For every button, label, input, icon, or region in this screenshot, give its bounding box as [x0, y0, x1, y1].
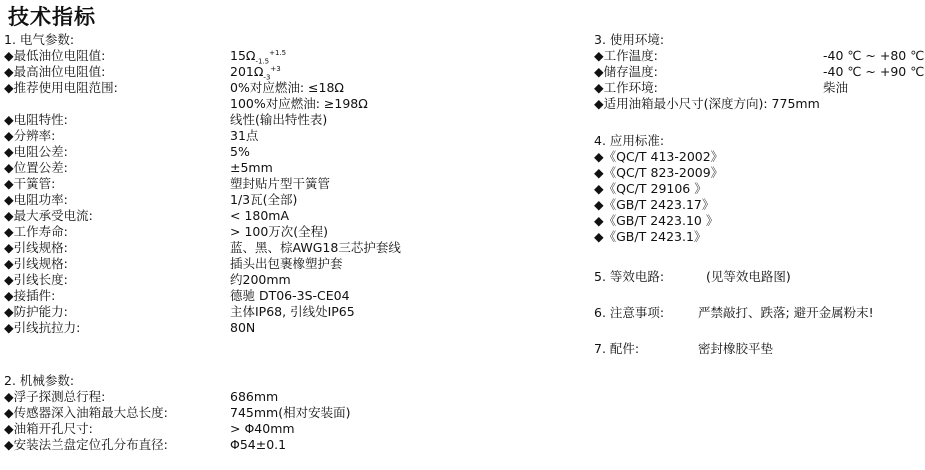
tolerance-lower: -1.5: [255, 57, 270, 66]
spec-label: ◆电阻特性:: [4, 112, 68, 127]
spec-label: ◆引线规格:: [4, 240, 68, 255]
spec-label: ◆最大承受电流:: [4, 208, 93, 223]
spec-value: -40 ℃ ~ +90 ℃: [823, 64, 925, 79]
spec-label: ◆位置公差:: [4, 160, 68, 175]
section-heading-environment: 3. 使用环境:: [594, 32, 665, 47]
spec-value: 主体IP68, 引线处IP65: [230, 304, 355, 319]
left-column: [4, 32, 444, 466]
spec-value: 31点: [230, 128, 259, 143]
spec-value: 5%: [230, 144, 250, 159]
spec-label: ◆引线抗拉力:: [4, 320, 81, 335]
spec-value: [230, 48, 286, 64]
spec-value: > 100万次(全程): [230, 224, 329, 239]
section-label: 5. 等效电路:: [594, 269, 665, 284]
tolerance-upper: +3: [270, 64, 281, 73]
spec-value: 约200mm: [230, 272, 291, 287]
spec-value: 塑封贴片型干簧管: [230, 176, 331, 191]
spec-value: 80N: [230, 320, 256, 335]
spec-value: 蓝、黑、棕AWG18三芯护套线: [230, 240, 401, 255]
spec-row-tank-size: ◆适用油箱最小尺寸(深度方向): 775mm: [594, 96, 820, 111]
standard-item: ◆《QC/T 413-2002》: [594, 149, 724, 164]
section-heading-standards: 4. 应用标准:: [594, 133, 665, 148]
right-column: [594, 32, 925, 466]
spec-label: ◆分辨率:: [4, 128, 56, 143]
spec-label: ◆油箱开孔尺寸:: [4, 421, 93, 436]
spec-label: ◆最低油位电阻值:: [4, 48, 106, 63]
spec-value: < 180mA: [230, 208, 290, 223]
spec-value: -40 ℃ ~ +80 ℃: [823, 48, 925, 63]
spec-value: > Φ40mm: [230, 421, 295, 436]
resistance-value: 15Ω: [230, 48, 256, 63]
spec-label: ◆接插件:: [4, 288, 56, 303]
tolerance-lower: -3: [263, 73, 271, 82]
spec-label: ◆工作温度:: [594, 48, 658, 63]
spec-label: ◆安装法兰盘定位孔分布直径:: [4, 437, 168, 452]
spec-label: ◆推荐使用电阻范围:: [4, 80, 118, 95]
spec-label: ◆电阻公差:: [4, 144, 68, 159]
spec-value: 德驰 DT06-3S-CE04: [230, 288, 350, 303]
spec-label: ◆最高油位电阻值:: [4, 64, 106, 79]
spec-value: 柴油: [823, 80, 849, 95]
spec-label: ◆干簧管:: [4, 176, 56, 191]
spec-value: 1/3瓦(全部): [230, 192, 298, 207]
section-heading-mechanical: 2. 机械参数:: [4, 373, 75, 388]
spec-label: ◆储存温度:: [594, 64, 658, 79]
section-value: 严禁敲打、跌落; 避开金属粉末!: [698, 305, 874, 320]
spec-label: ◆浮子探测总行程:: [4, 389, 106, 404]
section-heading-electrical: 1. 电气参数:: [4, 32, 75, 47]
spec-value: ±5mm: [230, 160, 273, 175]
section-label: 7. 配件:: [594, 341, 640, 356]
section-value: (见等效电路图): [706, 269, 791, 284]
spec-value: [230, 64, 281, 80]
spec-label: ◆防护能力:: [4, 304, 68, 319]
spec-value: 0%对应燃油: ≤18Ω: [230, 80, 344, 95]
tolerance-upper: +1.5: [269, 48, 287, 57]
standard-item: ◆《QC/T 29106 》: [594, 181, 707, 196]
spec-label: ◆传感器深入油箱最大总长度:: [4, 405, 168, 420]
page-title: 技术指标: [8, 5, 96, 29]
section-value: 密封橡胶平垫: [698, 341, 774, 356]
spec-label: ◆引线规格:: [4, 256, 68, 271]
spec-label: ◆电阻功率:: [4, 192, 68, 207]
section-label: 6. 注意事项:: [594, 305, 665, 320]
standard-item: ◆《GB/T 2423.1》: [594, 229, 707, 244]
spec-label: ◆工作环境:: [594, 80, 658, 95]
spec-label: ◆工作寿命:: [4, 224, 68, 239]
spec-value: Φ54±0.1: [230, 437, 287, 452]
spec-value: 插头出包裹橡塑护套: [230, 256, 343, 271]
spec-value: 745mm(相对安装面): [230, 405, 351, 420]
resistance-value: 201Ω: [230, 64, 264, 79]
standard-item: ◆《GB/T 2423.17》: [594, 197, 715, 212]
spec-value: 686mm: [230, 389, 279, 404]
spec-label: ◆引线长度:: [4, 272, 68, 287]
standard-item: ◆《GB/T 2423.10 》: [594, 213, 719, 228]
spec-value: 线性(输出特性表): [230, 112, 328, 127]
standard-item: ◆《QC/T 823-2009》: [594, 165, 724, 180]
spec-value: 100%对应燃油: ≥198Ω: [230, 96, 368, 111]
